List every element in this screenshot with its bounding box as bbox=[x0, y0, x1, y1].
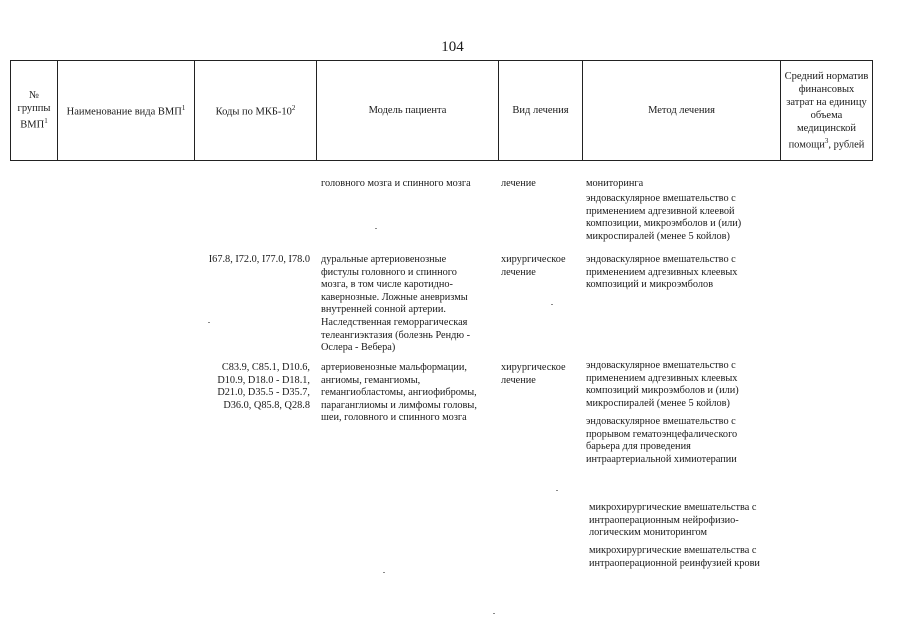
row-patient-model: дуральные артериовенозные фистулы головного и спинного мозга, в том числе каротидно- кавернозные. Ложные аневризмы внутренней сонной артерии. Наследственная геморрагическая телеангиэктазия (болезнь Рендю - Ослера - Вебера) bbox=[321, 254, 471, 354]
header-vmp-name: Наименование вида ВМП$^1$ bbox=[58, 61, 195, 161]
row-treatment-method: эндоваскулярное вмешательство с применением адгезивных клеевых композиций микроэмболов и (или) микроспиралей (менее 5 койлов) bbox=[586, 360, 739, 409]
row-patient-model: головного мозга и спинного мозга bbox=[321, 178, 471, 189]
scan-speck bbox=[375, 228, 377, 229]
row-treatment-method: эндоваскулярное вмешательство с применением адгезивной клеевой композиции, микроэмболов и (или) микроспиралей (менее 5 койлов) bbox=[586, 193, 742, 242]
scan-speck bbox=[551, 304, 553, 305]
header-patient-model: Модель пациента bbox=[317, 61, 499, 161]
scan-speck bbox=[556, 490, 558, 491]
header-icd-codes: Коды по МКБ-$10^2$ bbox=[195, 61, 317, 161]
row-treatment-method: микрохирургические вмешательства с интраоперационной реинфузией крови bbox=[589, 545, 760, 569]
scan-speck bbox=[493, 613, 495, 614]
row-treatment-method: эндоваскулярное вмешательство с прорывом гематоэнцефалического барьера для проведения интраартериальной химиотерапии bbox=[586, 416, 738, 465]
row-treatment-method: микрохирургические вмешательства с интраоперационным нейрофизио- логическим мониторингом bbox=[589, 502, 757, 539]
row-treatment-type: лечение bbox=[501, 178, 536, 189]
row-treatment-type: хирургическое лечение bbox=[501, 362, 566, 386]
row-treatment-method: мониторинга bbox=[586, 178, 644, 189]
scan-speck bbox=[208, 322, 210, 323]
header-treatment-method: Метод лечения bbox=[583, 61, 781, 161]
page-number: 104 bbox=[441, 39, 464, 55]
row-patient-model: артериовенозные мальформации, ангиомы, гемангиомы, гемангиобластомы, ангиофибромы, параганглиомы и лимфомы головы, шеи, головного и спинного мозга bbox=[321, 362, 477, 424]
header-cost-norm: Средний норматив финансовых затрат на единицу объема медицинской помощи$^3$, рублей bbox=[781, 61, 873, 161]
header-treatment-type: Вид лечения bbox=[499, 61, 583, 161]
row-icd-codes: I67.8, I72.0, I77.0, I78.0 bbox=[208, 254, 310, 265]
row-treatment-type: хирургическое лечение bbox=[501, 254, 566, 278]
row-icd-codes: C83.9, C85.1, D10.6, D10.9, D18.0 - D18.1, D21.0, D35.5 - D35.7, D36.0, Q85.8, Q28.8 bbox=[217, 362, 310, 411]
table-header bbox=[10, 60, 873, 161]
header-group-number: № группы ВМП$^1$ bbox=[11, 61, 58, 161]
row-treatment-method: эндоваскулярное вмешательство с применением адгезивных клеевых композиций и микроэмболов bbox=[586, 254, 738, 291]
scan-speck bbox=[383, 572, 385, 573]
